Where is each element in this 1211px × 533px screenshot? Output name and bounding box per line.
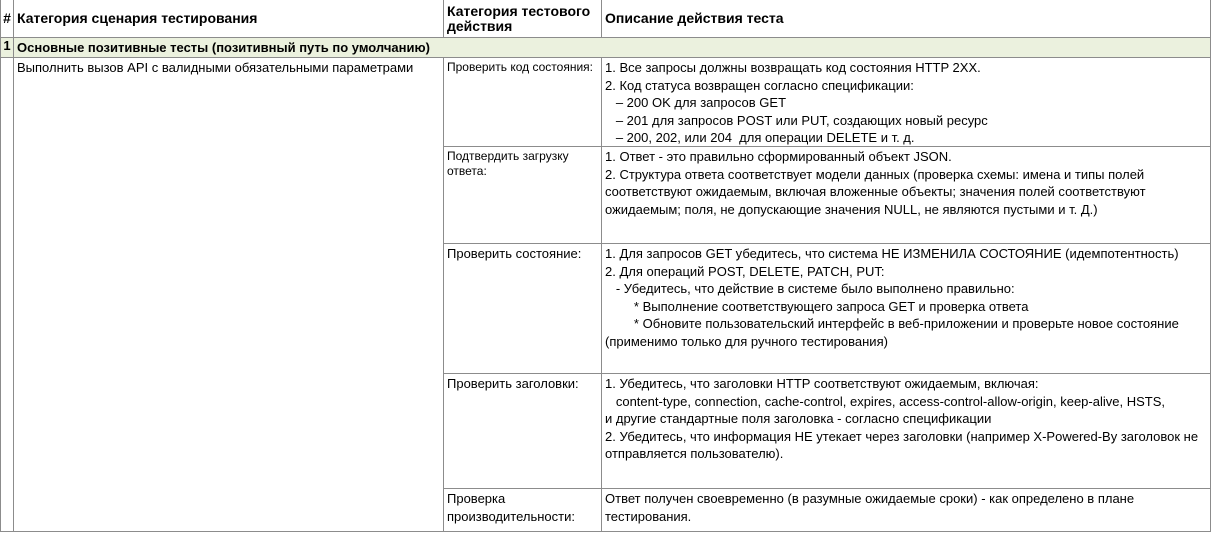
scenario-cell: Выполнить вызов API с валидными обязательными параметрами xyxy=(14,58,444,532)
num-column-blank xyxy=(0,58,14,532)
header-scenario: Категория сценария тестирования xyxy=(14,0,444,38)
category-status-code: Проверить код состояния: xyxy=(444,58,602,147)
description-performance: Ответ получен своевременно (в разумные ожидаемые сроки) - как определено в плане тестирования. xyxy=(602,489,1211,532)
header-description: Описание действия теста xyxy=(602,0,1211,38)
description-response-payload: 1. Ответ - это правильно сформированный объект JSON. 2. Структура ответа соответствует модели данных (проверка схемы: имена и типы полей соответствуют ожидаемым, включая вложенные объекты; значения полей соответствуют ожидаемым; поля, не допускающие значения NULL, не являются пустыми и т. Д.) xyxy=(602,147,1211,244)
section-num: 1 xyxy=(0,38,14,58)
description-headers: 1. Убедитесь, что заголовки HTTP соответствуют ожидаемым, включая: content-type, connection, cache-control, expires, access-control-allow-origin, keep-alive, HSTS, и другие стандартные поля заголовка - согласно спецификации 2. Убедитесь, что информация НЕ утекает через заголовки (например X-Powered-By заголовок не отправляется пользователю). xyxy=(602,374,1211,489)
header-num: # xyxy=(0,0,14,38)
description-status-code: 1. Все запросы должны возвращать код состояния HTTP 2XX. 2. Код статуса возвращен согласно спецификации: – 200 OK для запросов GET – 201 для запросов POST или PUT, создающих новый ресурс – 200, 202, или 204 для операции DELETE и т. д. xyxy=(602,58,1211,147)
section-title: Основные позитивные тесты (позитивный путь по умолчанию) xyxy=(14,38,1211,58)
category-state: Проверить состояние: xyxy=(444,244,602,374)
header-category: Категория тестового действия xyxy=(444,0,602,38)
category-performance: Проверка производительности: xyxy=(444,489,602,532)
category-headers: Проверить заголовки: xyxy=(444,374,602,489)
description-state: 1. Для запросов GET убедитесь, что система НЕ ИЗМЕНИЛА СОСТОЯНИЕ (идемпотентность) 2. Для операций POST, DELETE, PATCH, PUT: - Убедитесь, что действие в системе было выполнено правильно: * Выполнение соответствующего запроса GET и проверка ответа * Обновите пользовательский интерфейс в веб-приложении и проверьте новое состояние (применимо только для ручного тестирования) xyxy=(602,244,1211,374)
category-response-payload: Подтвердить загрузку ответа: xyxy=(444,147,602,244)
